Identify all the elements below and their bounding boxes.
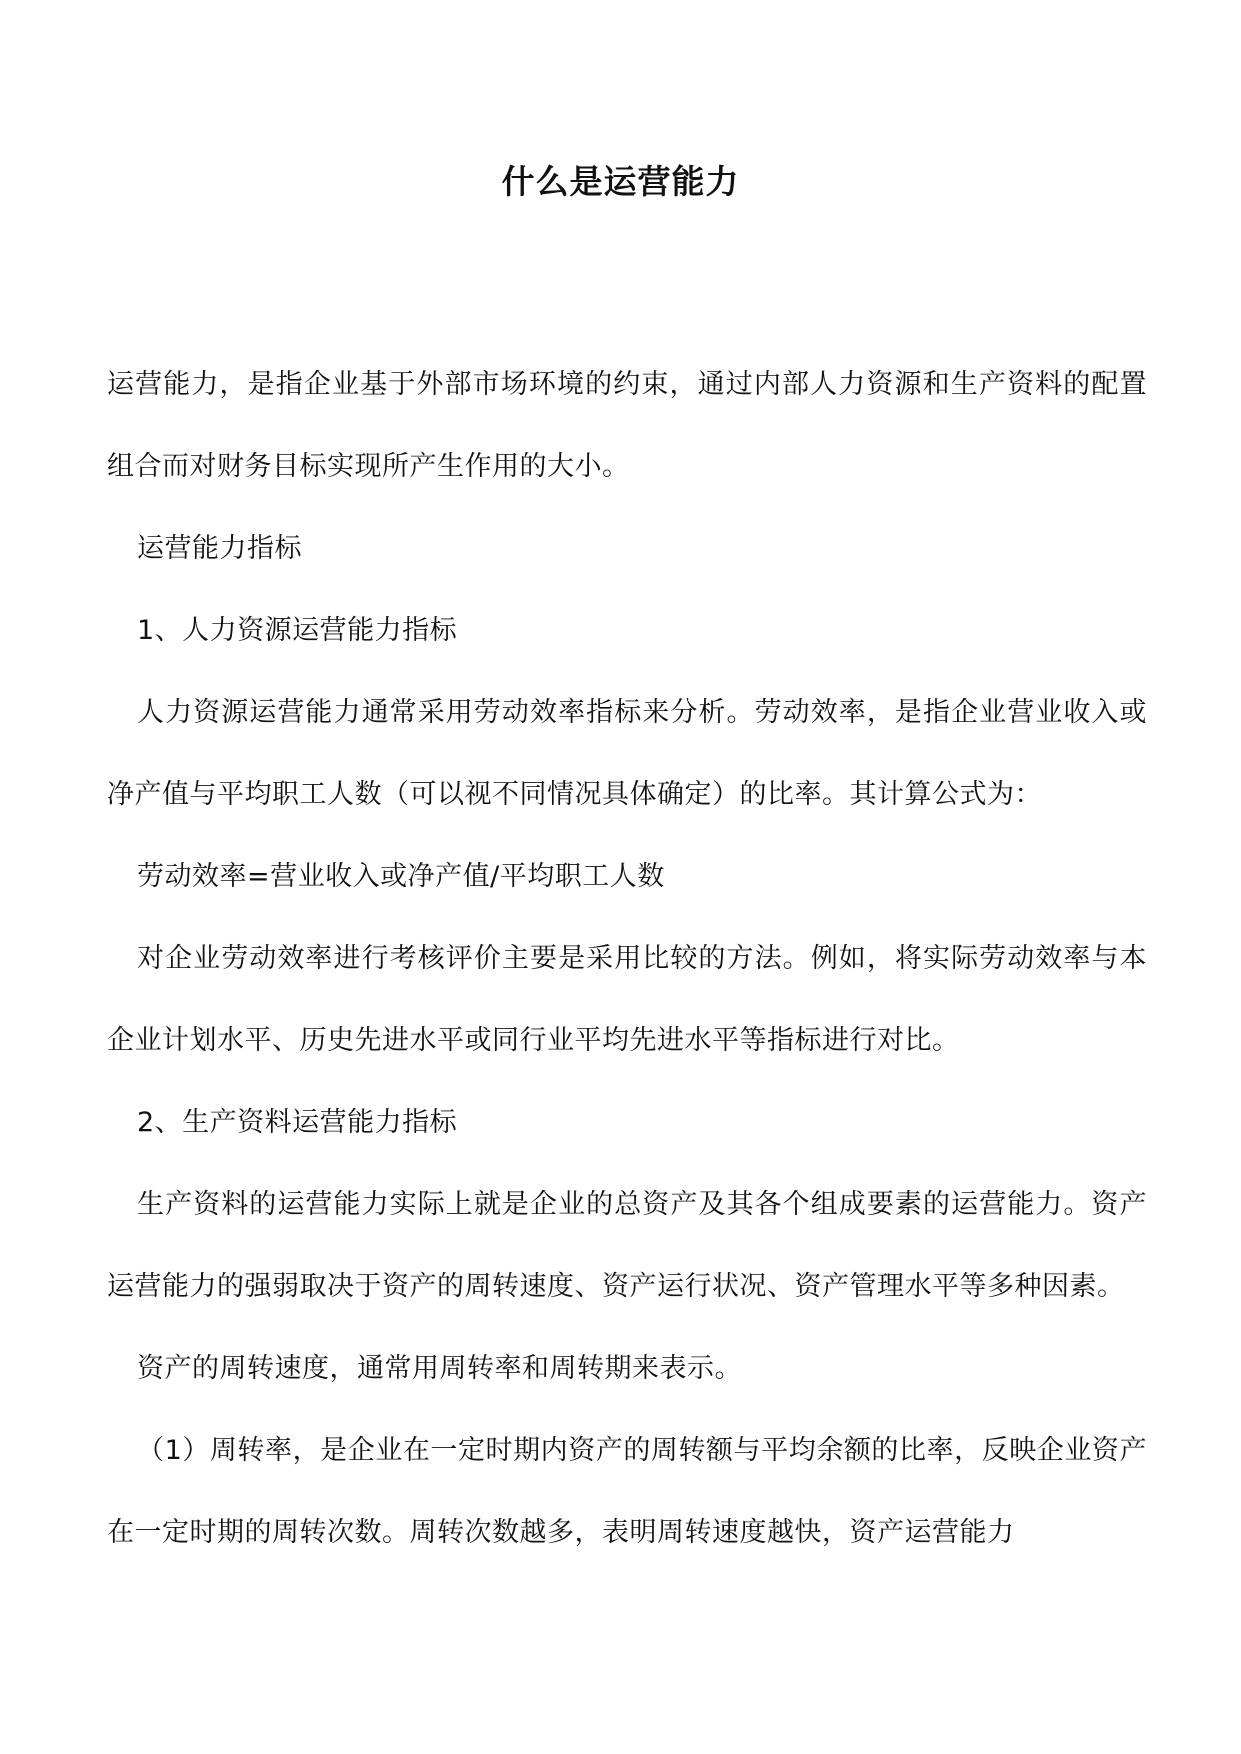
document-body <box>107 344 1147 1574</box>
paragraph-evaluation: 对企业劳动效率进行考核评价主要是采用比较的方法。例如，将实际劳动效率与本企业计划水平、历史先进水平或同行业平均先进水平等指标进行对比。 <box>107 943 1147 1056</box>
paragraph-turnover-speed: 资产的周转速度，通常用周转率和周转期来表示。 <box>137 1353 742 1384</box>
paragraph-labor-efficiency: 人力资源运营能力通常采用劳动效率指标来分析。劳动效率，是指企业营业收入或净产值与平均职工人数（可以视不同情况具体确定）的比率。其计算公式为： <box>107 697 1147 810</box>
document-title: 什么是运营能力 <box>501 162 740 201</box>
subheading-production-materials: 2、生产资料运营能力指标 <box>137 1107 458 1138</box>
subheading-human-resources: 1、人力资源运营能力指标 <box>137 615 458 646</box>
paragraph-asset-operation: 生产资料的运营能力实际上就是企业的总资产及其各个组成要素的运营能力。资产运营能力的强弱取决于资产的周转速度、资产运行状况、资产管理水平等多种因素。 <box>107 1189 1147 1302</box>
section-heading-indicators: 运营能力指标 <box>137 533 302 564</box>
formula-labor-efficiency: 劳动效率=营业收入或净产值/平均职工人数 <box>137 861 665 892</box>
paragraph-turnover-rate: （1）周转率，是企业在一定时期内资产的周转额与平均余额的比率，反映企业资产在一定时期的周转次数。周转次数越多，表明周转速度越快，资产运营能力 <box>107 1435 1147 1548</box>
paragraph-definition: 运营能力，是指企业基于外部市场环境的约束，通过内部人力资源和生产资料的配置组合而对财务目标实现所产生作用的大小。 <box>107 369 1147 482</box>
